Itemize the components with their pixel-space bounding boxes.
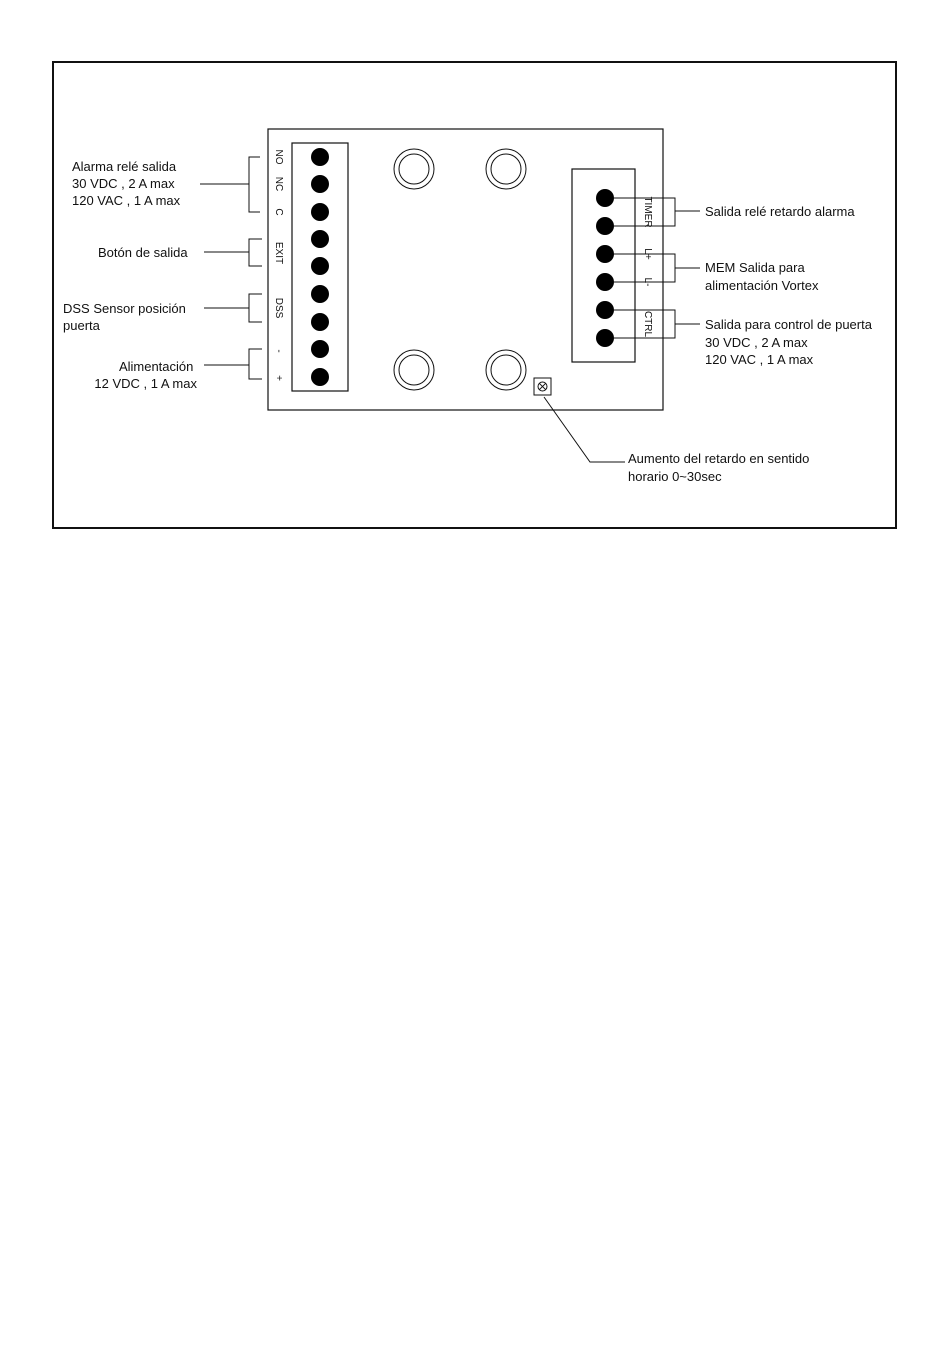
terminal-screw-7: [311, 313, 329, 331]
terminal-screw-3: [311, 203, 329, 221]
right-screw-1: [596, 189, 614, 207]
label-mem-output: MEM Salida para alimentación Vortex: [705, 260, 819, 293]
right-screw-2: [596, 217, 614, 235]
label-power: Alimentación 12 VDC , 1 A max: [94, 359, 197, 391]
terminal-label-plus: +: [273, 375, 284, 381]
terminal-label-l-plus: L+: [642, 248, 653, 260]
terminal-screw-6: [311, 285, 329, 303]
right-screw-4: [596, 273, 614, 291]
terminal-label-no: NO: [273, 149, 284, 165]
right-screw-3: [596, 245, 614, 263]
terminal-label-nc: NC: [273, 176, 284, 192]
terminal-screw-2: [311, 175, 329, 193]
right-screw-5: [596, 301, 614, 319]
right-screw-6: [596, 329, 614, 347]
terminal-label-minus: -: [273, 349, 284, 353]
delay-potentiometer: [534, 378, 551, 395]
label-exit-button: Botón de salida: [98, 245, 188, 260]
terminal-screw-8: [311, 340, 329, 358]
terminal-label-timer: TIMER: [642, 196, 653, 228]
terminal-screw-9: [311, 368, 329, 386]
label-door-control: Salida para control de puerta 30 VDC , 2 A max 120 VAC , 1 A max: [705, 317, 872, 367]
label-dss: DSS Sensor posición puerta: [63, 301, 186, 333]
label-timer-relay: Salida relé retardo alarma: [705, 204, 855, 219]
terminal-screw-1: [311, 148, 329, 166]
terminal-label-dss: DSS: [273, 297, 284, 319]
terminal-screw-5: [311, 257, 329, 275]
label-delay-pot: Aumento del retardo en sentido horario 0~30sec: [628, 451, 810, 484]
terminal-screw-4: [311, 230, 329, 248]
left-terminal-screws: [311, 148, 329, 386]
terminal-label-exit: EXIT: [273, 241, 284, 265]
terminal-label-l-minus: L-: [642, 277, 653, 287]
terminal-label-ctrl: CTRL: [642, 310, 653, 338]
label-alarm-relay: Alarma relé salida 30 VDC , 2 A max 120 VAC , 1 A max: [72, 159, 181, 208]
terminal-label-c: C: [273, 208, 284, 216]
